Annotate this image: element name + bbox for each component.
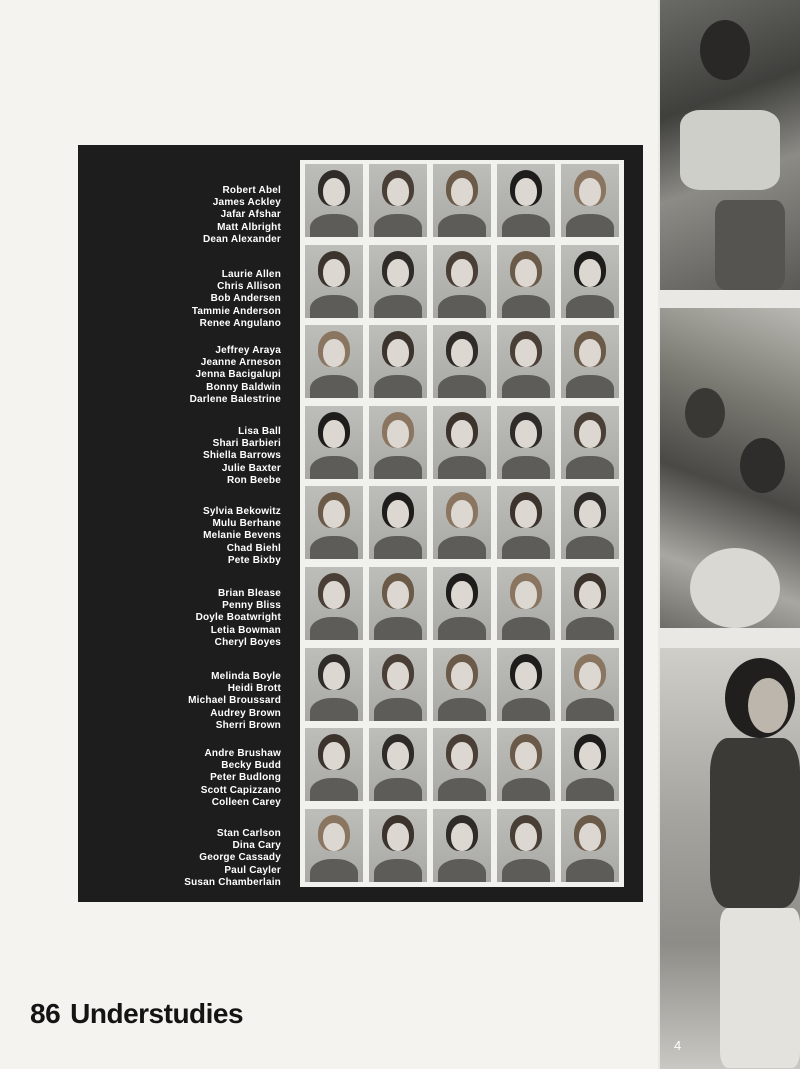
portrait-body <box>502 295 550 318</box>
student-name: Stan Carlson <box>216 828 281 839</box>
student-portrait <box>305 245 363 318</box>
portrait-face <box>323 500 345 528</box>
portrait-face <box>387 662 409 690</box>
portrait-body <box>374 617 422 640</box>
portrait-face <box>579 662 601 690</box>
portrait-body <box>310 375 358 398</box>
corner-page-number: 4 <box>674 1038 682 1053</box>
student-name: Sherri Brown <box>215 719 281 731</box>
portrait-face <box>323 259 345 287</box>
portrait-body <box>374 456 422 479</box>
portrait-face <box>451 662 473 690</box>
student-name: James Ackley <box>212 197 281 209</box>
portrait-body <box>502 859 550 882</box>
portrait-body <box>566 375 614 398</box>
student-portrait <box>433 809 491 882</box>
portrait-face <box>387 259 409 287</box>
student-portrait <box>497 486 555 559</box>
student-portrait <box>497 567 555 640</box>
student-portrait <box>561 809 619 882</box>
student-portrait <box>433 406 491 479</box>
student-name: Tammie Anderson <box>191 305 281 317</box>
student-portrait <box>561 325 619 398</box>
portrait-body <box>438 536 486 559</box>
portrait-body <box>374 295 422 318</box>
portrait-body <box>438 698 486 721</box>
name-list-group-1 <box>78 185 281 246</box>
portrait-body <box>502 456 550 479</box>
portrait-face <box>451 178 473 206</box>
portrait-body <box>374 214 422 237</box>
student-portrait <box>497 728 555 801</box>
side-photo-strip <box>658 0 800 1069</box>
student-name: Renee Angulano <box>199 317 281 329</box>
portrait-face <box>323 339 345 367</box>
portrait-body <box>566 295 614 318</box>
portrait-body <box>374 698 422 721</box>
portrait-face <box>323 662 345 690</box>
portrait-face <box>579 178 601 206</box>
portrait-row <box>300 402 624 481</box>
name-list-group-4 <box>78 426 281 487</box>
portrait-body <box>502 375 550 398</box>
portrait-face <box>323 823 345 851</box>
student-portrait <box>369 486 427 559</box>
student-name: Heidi Brott <box>227 683 281 695</box>
student-name: Bonny Baldwin <box>206 381 281 393</box>
page-number: 86 <box>30 998 61 1029</box>
student-name: Brian Blease <box>218 588 281 599</box>
portrait-body <box>374 536 422 559</box>
portrait-body <box>310 456 358 479</box>
student-name: Dina Cary <box>232 840 281 852</box>
portrait-body <box>374 375 422 398</box>
student-portrait <box>433 245 491 318</box>
student-name: Andre Brushaw <box>204 748 281 759</box>
student-portrait <box>497 406 555 479</box>
portrait-face <box>323 420 345 448</box>
portrait-row <box>300 482 624 561</box>
portrait-body <box>566 456 614 479</box>
student-name: Colleen Carey <box>211 796 281 808</box>
name-list-group-3 <box>78 345 281 406</box>
student-portrait <box>433 648 491 721</box>
student-name: Matt Albright <box>217 221 281 233</box>
student-portrait <box>369 164 427 237</box>
student-portrait <box>497 809 555 882</box>
portrait-body <box>502 214 550 237</box>
student-name: Julie Baxter <box>221 462 281 474</box>
student-portrait <box>369 809 427 882</box>
student-portrait <box>305 406 363 479</box>
student-name: Melinda Boyle <box>211 671 281 682</box>
portrait-grid <box>300 160 624 887</box>
student-name: Letia Bowman <box>210 624 281 636</box>
student-name: Audrey Brown <box>210 707 281 719</box>
portrait-face <box>451 420 473 448</box>
portrait-face <box>387 581 409 609</box>
portrait-face <box>387 339 409 367</box>
student-name: Shari Barbieri <box>212 438 281 450</box>
student-portrait <box>369 567 427 640</box>
student-name: Shiella Barrows <box>202 450 281 462</box>
portrait-body <box>438 214 486 237</box>
student-portrait <box>433 164 491 237</box>
portrait-row <box>300 724 624 803</box>
student-name: Pete Bixby <box>227 554 281 566</box>
student-portrait <box>561 648 619 721</box>
student-portrait <box>305 728 363 801</box>
portrait-face <box>515 742 537 770</box>
student-name: Robert Abel <box>222 185 281 196</box>
student-photo <box>660 648 800 1069</box>
portrait-body <box>566 778 614 801</box>
student-portrait <box>561 245 619 318</box>
portrait-face <box>451 500 473 528</box>
portrait-body <box>310 778 358 801</box>
portrait-face <box>515 662 537 690</box>
student-portrait <box>369 406 427 479</box>
student-name: Paul Cayler <box>224 864 281 876</box>
portrait-body <box>566 617 614 640</box>
portrait-body <box>374 859 422 882</box>
portrait-body <box>438 617 486 640</box>
portrait-face <box>323 178 345 206</box>
portrait-face <box>451 259 473 287</box>
student-portrait <box>369 648 427 721</box>
student-name: Michael Broussard <box>188 695 281 707</box>
portrait-row <box>300 644 624 723</box>
student-name: Bob Andersen <box>210 293 281 305</box>
student-portrait <box>369 728 427 801</box>
portrait-face <box>515 581 537 609</box>
student-name: Jenna Bacigalupi <box>195 369 281 381</box>
portrait-face <box>387 500 409 528</box>
portrait-face <box>579 581 601 609</box>
portrait-face <box>387 178 409 206</box>
portrait-row <box>300 805 624 884</box>
student-portrait <box>497 648 555 721</box>
portrait-face <box>579 259 601 287</box>
student-name: Jeffrey Araya <box>215 345 281 356</box>
portrait-face <box>387 823 409 851</box>
portrait-face <box>451 339 473 367</box>
portrait-row <box>300 241 624 320</box>
portrait-row <box>300 160 624 239</box>
portrait-body <box>502 617 550 640</box>
student-portrait <box>497 325 555 398</box>
student-name: Cheryl Boyes <box>214 636 281 648</box>
student-name: Melanie Bevens <box>203 530 281 542</box>
portrait-body <box>310 698 358 721</box>
portrait-face <box>323 742 345 770</box>
student-name: Scott Capizzano <box>200 784 281 796</box>
student-portrait <box>561 567 619 640</box>
portrait-face <box>579 823 601 851</box>
portrait-face <box>451 581 473 609</box>
portrait-face <box>515 500 537 528</box>
student-portrait <box>561 164 619 237</box>
student-portrait <box>305 164 363 237</box>
student-name: George Cassady <box>199 852 281 864</box>
student-portrait <box>305 648 363 721</box>
name-list-group-2 <box>78 269 281 330</box>
student-name: Dean Alexander <box>202 233 281 245</box>
student-portrait <box>497 164 555 237</box>
portrait-face <box>579 420 601 448</box>
student-portrait <box>497 245 555 318</box>
name-list-group-5 <box>78 506 281 567</box>
portrait-face <box>515 259 537 287</box>
student-name: Darlene Balestrine <box>189 393 281 405</box>
portrait-face <box>451 742 473 770</box>
student-portrait <box>433 567 491 640</box>
student-portrait <box>561 486 619 559</box>
page-title: Understudies <box>70 998 244 1029</box>
band-photo <box>660 0 800 290</box>
student-portrait <box>433 728 491 801</box>
student-portrait <box>561 406 619 479</box>
portrait-row <box>300 321 624 400</box>
name-list-group-6 <box>78 588 281 649</box>
page-footer <box>30 998 243 1030</box>
portrait-body <box>310 295 358 318</box>
portrait-body <box>438 859 486 882</box>
portrait-body <box>438 295 486 318</box>
student-name: Jeanne Arneson <box>200 357 281 369</box>
portrait-body <box>438 778 486 801</box>
student-name: Lisa Ball <box>238 426 281 437</box>
student-name: Becky Budd <box>221 760 281 772</box>
name-list-group-9 <box>78 828 281 889</box>
portrait-body <box>566 698 614 721</box>
crowd-photo <box>660 308 800 628</box>
student-name: Ron Beebe <box>226 474 281 486</box>
portrait-face <box>387 420 409 448</box>
student-name: Mulu Berhane <box>212 518 281 530</box>
student-portrait <box>305 325 363 398</box>
student-name: Laurie Allen <box>221 269 281 280</box>
student-portrait <box>433 325 491 398</box>
student-name: Susan Chamberlain <box>184 876 281 888</box>
student-portrait <box>369 325 427 398</box>
portrait-face <box>387 742 409 770</box>
student-portrait <box>305 486 363 559</box>
portrait-body <box>502 778 550 801</box>
student-name: Chris Allison <box>217 281 281 293</box>
portrait-face <box>579 339 601 367</box>
student-name: Peter Budlong <box>210 772 281 784</box>
student-portrait <box>561 728 619 801</box>
portrait-body <box>310 214 358 237</box>
portrait-body <box>566 214 614 237</box>
student-portrait <box>305 567 363 640</box>
portrait-body <box>502 698 550 721</box>
portrait-body <box>310 536 358 559</box>
portrait-face <box>515 823 537 851</box>
student-name: Jafar Afshar <box>220 209 281 221</box>
student-portrait <box>305 809 363 882</box>
portrait-face <box>323 581 345 609</box>
portrait-body <box>310 859 358 882</box>
portrait-body <box>566 536 614 559</box>
portrait-body <box>566 859 614 882</box>
student-name: Sylvia Bekowitz <box>202 506 281 517</box>
portrait-face <box>515 178 537 206</box>
name-list-group-7 <box>78 671 281 732</box>
portrait-body <box>374 778 422 801</box>
portrait-body <box>438 375 486 398</box>
name-list-group-8 <box>78 748 281 809</box>
portrait-body <box>310 617 358 640</box>
student-name: Doyle Boatwright <box>195 612 281 624</box>
portrait-face <box>451 823 473 851</box>
student-name: Penny Bliss <box>222 600 281 612</box>
portrait-face <box>515 420 537 448</box>
student-portrait <box>433 486 491 559</box>
portrait-face <box>515 339 537 367</box>
portrait-body <box>502 536 550 559</box>
student-portrait <box>369 245 427 318</box>
portrait-row <box>300 563 624 642</box>
portrait-body <box>438 456 486 479</box>
portrait-face <box>579 742 601 770</box>
student-name: Chad Biehl <box>226 542 281 554</box>
portrait-face <box>579 500 601 528</box>
